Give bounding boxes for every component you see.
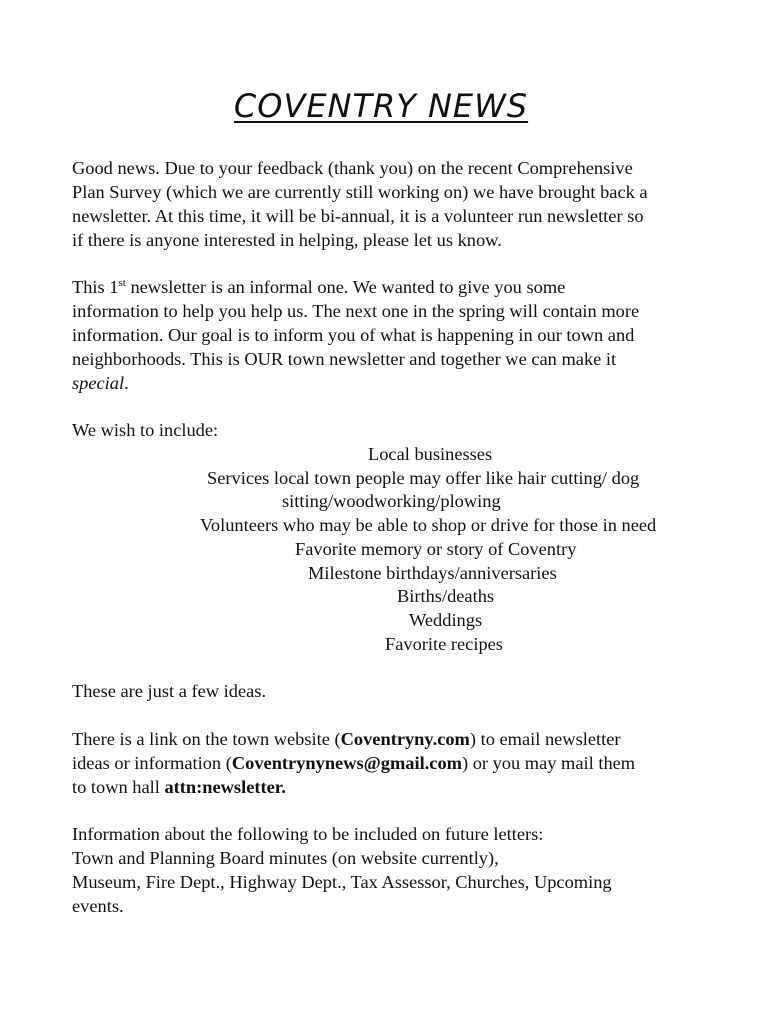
future-line: Town and Planning Board minutes (on website currently), xyxy=(72,848,499,868)
contact-paragraph xyxy=(72,727,712,799)
list-item: Local businesses xyxy=(368,444,493,464)
intro-line: if there is anyone interested in helping, please let us know. xyxy=(72,230,502,250)
future-paragraph xyxy=(72,822,712,918)
ideas-paragraph xyxy=(72,679,712,703)
list-item: Services local town people may offer like hair cutting/ dog xyxy=(207,468,640,488)
wish-heading xyxy=(72,418,712,442)
contact-line xyxy=(72,775,712,799)
title-text: COVENTRY NEWS xyxy=(233,87,529,125)
informal-line: information. Our goal is to inform you of what is happening in our town and xyxy=(72,325,635,345)
website-link[interactable]: Coventryny.com xyxy=(340,729,470,749)
informal-line xyxy=(72,275,712,299)
future-line: Information about the following to be included on future letters: xyxy=(72,824,544,844)
list-item: Weddings xyxy=(409,610,483,630)
text-fragment: newsletter is an informal one. We wanted to give you some xyxy=(125,277,566,297)
list-item: Favorite recipes xyxy=(385,634,503,654)
list-item: sitting/woodworking/plowing xyxy=(282,491,501,511)
text-fragment: . xyxy=(124,373,129,393)
list-item: Births/deaths xyxy=(397,586,495,606)
text-fragment: This 1 xyxy=(72,277,119,297)
text-fragment: ) to email newsletter xyxy=(469,729,621,749)
contact-line xyxy=(72,727,712,751)
informal-line: neighborhoods. This is OUR town newsletter and together we can make it xyxy=(72,349,617,369)
page-title xyxy=(0,86,770,126)
future-line: Museum, Fire Dept., Highway Dept., Tax Assessor, Churches, Upcoming xyxy=(72,872,612,892)
wish-heading-text: We wish to include: xyxy=(72,420,219,440)
intro-line: Good news. Due to your feedback (thank you) on the recent Comprehensive xyxy=(72,158,633,178)
contact-line xyxy=(72,751,712,775)
list-item: Volunteers who may be able to shop or drive for those in need xyxy=(200,515,657,535)
future-line: events. xyxy=(72,896,124,916)
text-fragment: There is a link on the town website ( xyxy=(72,729,341,749)
list-item: Milestone birthdays/anniversaries xyxy=(308,563,557,583)
informal-line xyxy=(72,371,712,395)
text-fragment: to town hall xyxy=(72,777,165,797)
intro-line: newsletter. At this time, it will be bi-annual, it is a volunteer run newsletter so xyxy=(72,206,644,226)
informal-line: information to help you help us. The next one in the spring will contain more xyxy=(72,301,640,321)
intro-line: Plan Survey (which we are currently still working on) we have brought back a xyxy=(72,182,648,202)
attn-label: attn:newsletter. xyxy=(164,777,286,797)
superscript: st xyxy=(118,277,126,289)
italic-word: special xyxy=(72,373,125,393)
list-item: Favorite memory or story of Coventry xyxy=(295,539,577,559)
intro-paragraph xyxy=(72,156,712,252)
informal-paragraph xyxy=(72,275,712,395)
email-link[interactable]: Coventrynynews@gmail.com xyxy=(231,753,462,773)
text-fragment: ) or you may mail them xyxy=(461,753,636,773)
text-fragment: ideas or information ( xyxy=(72,753,232,773)
ideas-text: These are just a few ideas. xyxy=(72,681,267,701)
